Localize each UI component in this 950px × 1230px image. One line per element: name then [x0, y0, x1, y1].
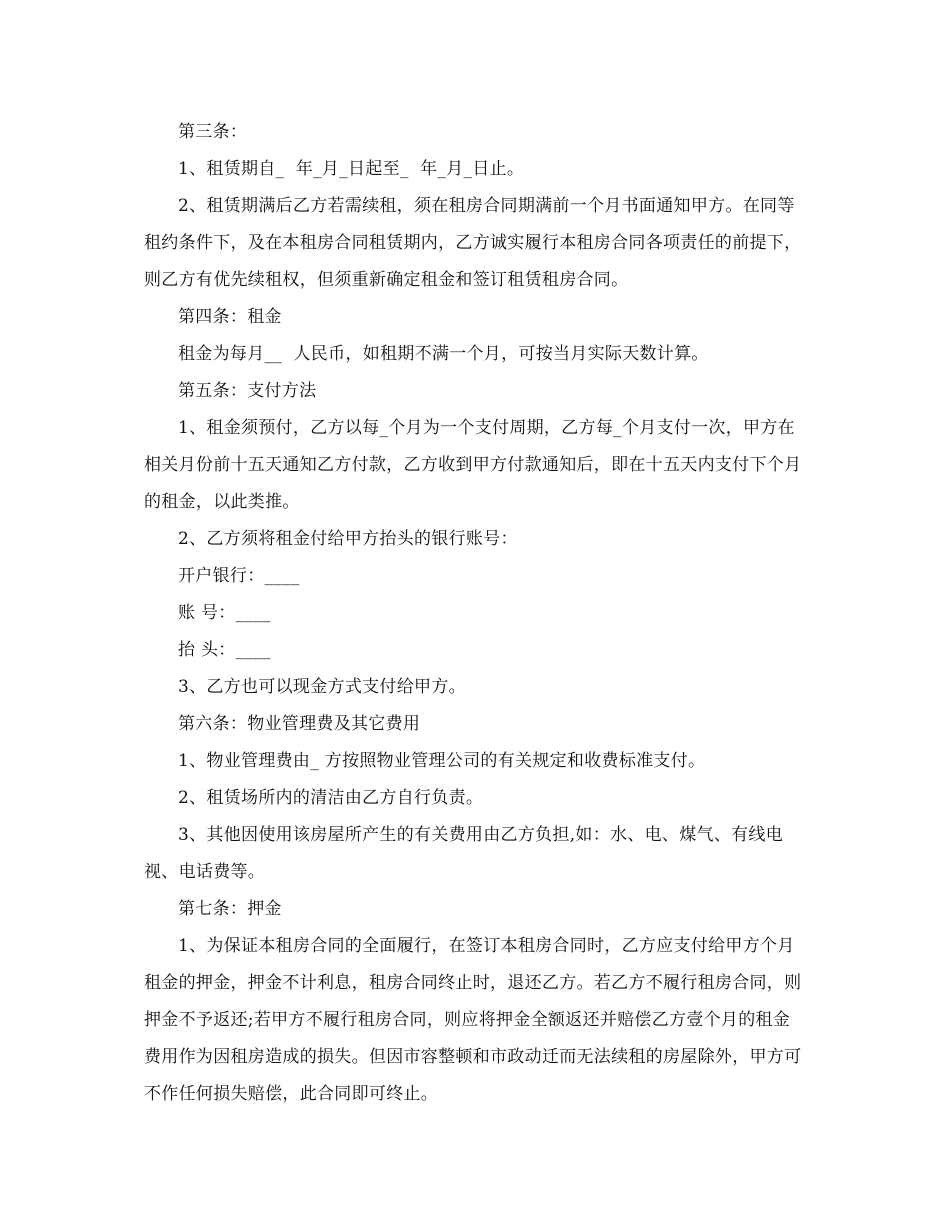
clause-3-item-2: 2、租赁期满后乙方若需续租，须在租房合同期满前一个月书面通知甲方。在同等租约条件下，及在本租房合同租赁期内，乙方诚实履行本租房合同各项责任的前提下，则乙方有优先续租权，但须重新确定租金和签订租赁租房合同。 — [144, 196, 802, 290]
account-title-line: 抬 头：____ — [178, 640, 271, 660]
clause-3-heading: 第三条： — [178, 122, 248, 142]
clause-4-heading: 第四条：租金 — [178, 307, 282, 327]
clause-5-item-2: 2、乙方须将租金付给甲方抬头的银行账号： — [178, 529, 518, 549]
clause-5-item-3: 3、乙方也可以现金方式支付给甲方。 — [178, 677, 466, 697]
clause-7-item-1: 1、为保证本租房合同的全面履行，在签订本租房合同时，乙方应支付给甲方个月租金的押金，押金不计利息，租房合同终止时，退还乙方。若乙方不履行租房合同，则押金不予返还;若甲方不履行租房合同，则应将押金全额返还并赔偿乙方壹个月的租金费用作为因租房造成的损失。但因市容整顿和市政动迁而无法续租的房屋除外，甲方可不作任何损失赔偿，此合同即可终止。 — [144, 936, 802, 1104]
clause-6-item-1: 1、物业管理费由_ 方按照物业管理公司的有关规定和收费标准支付。 — [178, 751, 706, 771]
bank-name-line: 开户银行：____ — [178, 566, 300, 586]
account-number-line: 账 号：____ — [178, 603, 271, 623]
clause-5-item-1: 1、租金须预付，乙方以每_个月为一个支付周期，乙方每_个月支付一次，甲方在相关月份前十五天通知乙方付款，乙方收到甲方付款通知后，即在十五天内支付下个月的租金，以此类推。 — [144, 418, 802, 512]
clause-6-item-3: 3、其他因使用该房屋所产生的有关费用由乙方负担,如：水、电、煤气、有线电视、电话费等。 — [144, 825, 784, 882]
clause-6-item-2: 2、租赁场所内的清洁由乙方自行负责。 — [178, 788, 484, 808]
clause-4-text: 租金为每月__ 人民币，如租期不满一个月，可按当月实际天数计算。 — [178, 344, 709, 364]
clause-5-heading: 第五条：支付方法 — [178, 381, 317, 401]
clause-7-heading: 第七条：押金 — [178, 899, 282, 919]
clause-6-heading: 第六条：物业管理费及其它费用 — [178, 714, 421, 734]
clause-3-item-1: 1、租赁期自_ 年_月_日起至_ 年_月_日止。 — [178, 159, 525, 179]
